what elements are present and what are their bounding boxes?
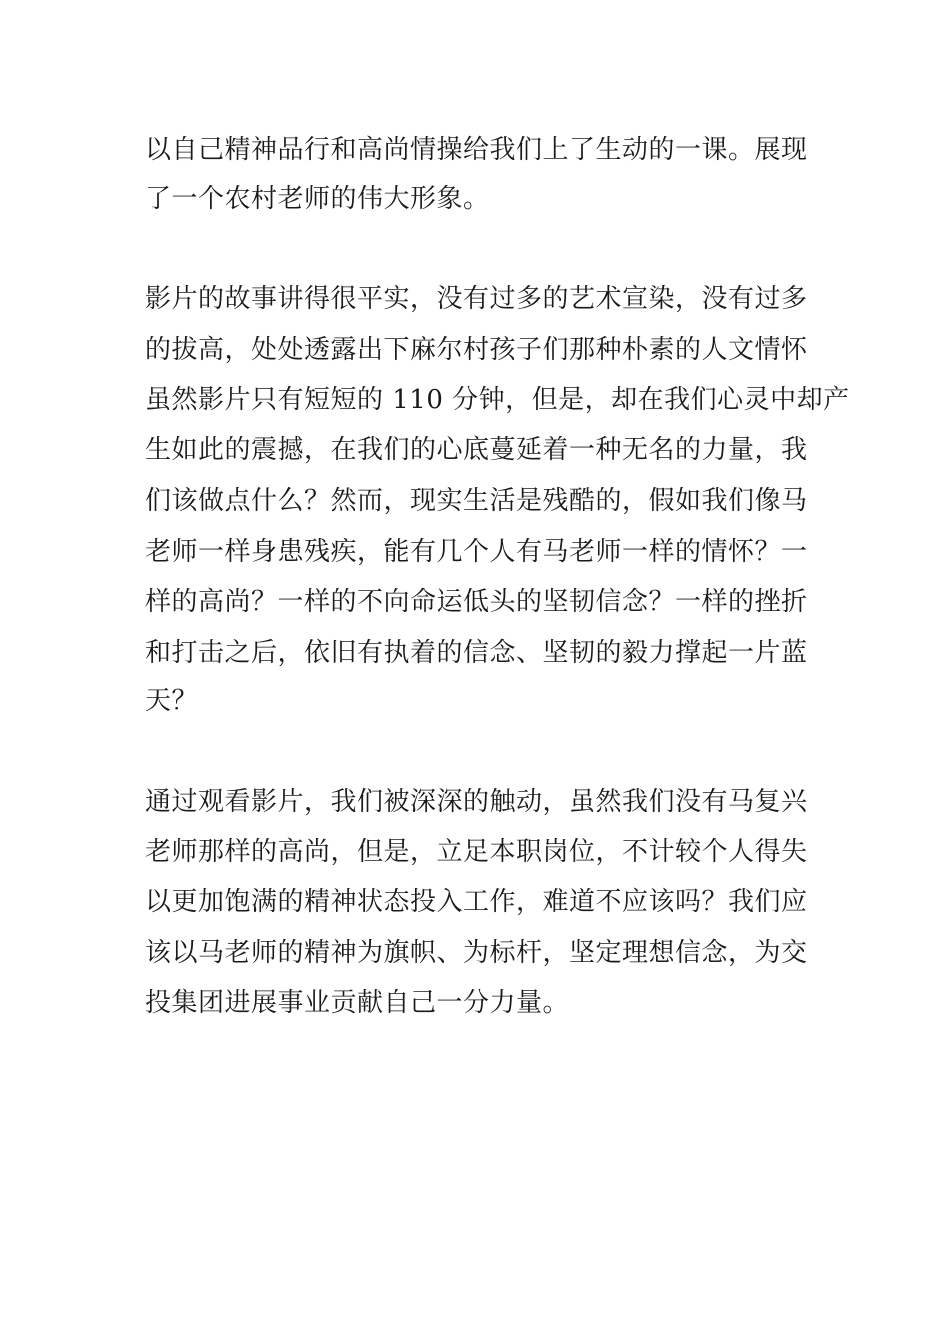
paragraph-2-line-4: 生如此的震撼，在我们的心底蔓延着一种无名的力量，我 — [145, 435, 808, 465]
paragraph-3-line-4: 该以马老师的精神为旗帜、为标杆，坚定理想信念，为交 — [145, 938, 808, 968]
paragraph-2-line-7: 样的高尚？一样的不向命运低头的坚韧信念？一样的挫折 — [145, 587, 808, 617]
paragraph-3-line-3: 以更加饱满的精神状态投入工作，难道不应该吗？我们应 — [145, 887, 808, 917]
paragraph-3-line-5: 投集团进展事业贡献自己一分力量。 — [145, 988, 570, 1018]
paragraph-2-line-6: 老师一样身患残疾，能有几个人有马老师一样的情怀？一 — [145, 537, 808, 567]
paragraph-3-line-1: 通过观看影片，我们被深深的触动，虽然我们没有马复兴 — [145, 787, 808, 817]
paragraph-3-line-2: 老师那样的高尚，但是，立足本职岗位，不计较个人得失 — [145, 837, 808, 867]
paragraph-2-line-9: 天？ — [145, 686, 199, 716]
paragraph-2-line-3: 虽然影片只有短短的 110 分钟，但是，却在我们心灵中却产 — [145, 385, 850, 415]
paragraph-2-line-1: 影片的故事讲得很平实，没有过多的艺术宣染，没有过多 — [145, 284, 808, 314]
paragraph-1-line-1: 以自己精神品行和高尚情操给我们上了生动的一课。展现 — [145, 135, 808, 165]
paragraph-1-line-2: 了一个农村老师的伟大形象。 — [145, 184, 490, 214]
paragraph-2-line-8: 和打击之后，依旧有执着的信念、坚韧的毅力撑起一片蓝 — [145, 638, 808, 668]
paragraph-2-line-2: 的拔高，处处透露出下麻尔村孩子们那种朴素的人文情怀 — [145, 335, 808, 365]
paragraph-2-line-5: 们该做点什么？然而，现实生活是残酷的，假如我们像马 — [145, 486, 808, 516]
